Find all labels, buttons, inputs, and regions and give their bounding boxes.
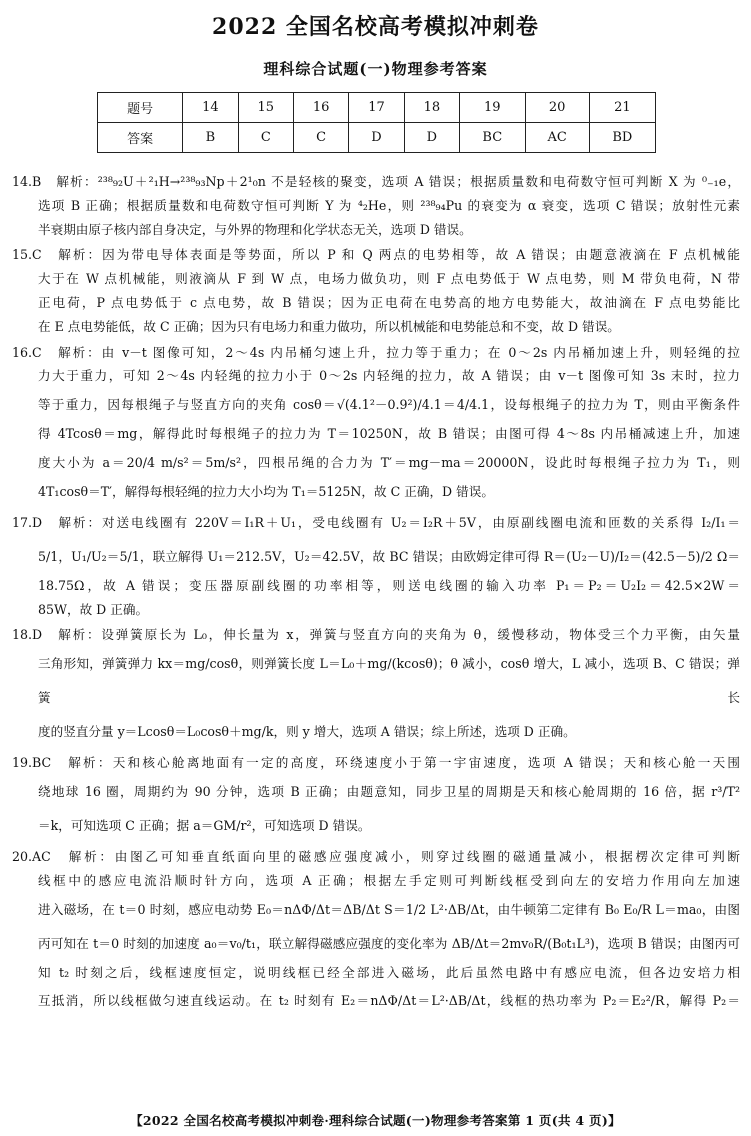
question-number: 15 [238,93,293,123]
document-subtitle: 理科综合试题(一)物理参考答案 [263,60,488,78]
answer-cell: BD [589,123,655,153]
answer-cell: D [404,123,459,153]
question-number: 19 [460,93,525,123]
solution-17 [12,506,740,622]
solution-line: 大于在 W 点机械能，则液滴从 F 到 W 点，电场力做负功，则 F 点电势低于 W 点电势，则 M 带负电荷，N 带 [38,271,740,287]
solution-line: 度的竖直分量 y＝Lcosθ＝L₀cosθ＋mg/k，则 y 增大，选项 A 错误；综上所述，选项 D 正确。 [38,724,576,740]
question-number: 17 [349,93,404,123]
solutions-body [12,170,740,1020]
solution-line: 20.AC 解析：由图乙可知垂直纸面向里的磁感应强度减小，则穿过线圈的磁通量减小，根据楞次定律可判断 [12,848,740,864]
solution-line: 丙可知在 t＝0 时刻的加速度 a₀＝v₀/t₁，联立解得磁感应强度的变化率为 ΔB/Δt＝2mv₀R/(B₀t₁L³)，选项 B 错误；由图丙可 [38,935,740,951]
question-number: 16 [293,93,348,123]
solution-line: 等于重力，因每根绳子与竖直方向的夹角 cosθ＝√(4.1²－0.9²)/4.1＝4/4.1，设每根绳子的拉力为 T，则由平衡条件 [38,397,740,413]
page-footer: 【2022 全国名校高考模拟冲刺卷·理科综合试题(一)物理参考答案第 1 页(共 4 页)】 [130,1113,621,1128]
solution-line: 知 t₂ 时刻之后，线框速度恒定，说明线框已经全部进入磁场，此后虽然电路中有感应电流，但各边安培力相 [38,964,740,980]
solution-line: 三角形知，弹簧弹力 kx＝mg/cosθ，则弹簧长度 L＝L₀＋mg/(kcosθ)；θ 减小，cosθ 增大，L 减小，选项 B、C 错误；弹簧长 [38,656,740,706]
answer-cell: AC [525,123,589,153]
solution-line: 绕地球 16 圈，周期约为 90 分钟，选项 B 正确；由题意知，同步卫星的周期是天和核心舱周期的 16 倍，据 r³/T² [38,783,740,799]
answer-cell: BC [460,123,525,153]
document-title: 2022 全国名校高考模拟冲刺卷 [212,14,539,40]
solution-line: 4T₁cosθ＝T′，解得每根轻绳的拉力大小均为 T₁＝5125N，故 C 正确，D 错误。 [38,483,494,499]
question-number: 14 [183,93,238,123]
answer-cell: B [183,123,238,153]
solution-14 [12,170,740,241]
solution-line: 16.C 解析：由 v－t 图像可知，2～4s 内吊桶匀速上升，拉力等于重力；在 0～2s 内吊桶加速上升，则轻绳的拉 [12,344,740,360]
solution-line: 18.75Ω，故 A 错误；变压器原副线圈的功率相等，则送电线圈的输入功率 P₁＝P₂＝U₂I₂＝42.5×2W＝ [38,577,740,593]
solution-line: 18.D 解析：设弹簧原长为 L₀，伸长量为 x，弹簧与竖直方向的夹角为 θ，缓慢移动，物体受三个力平衡，由矢量 [12,627,740,643]
answer-cell: C [238,123,293,153]
table-row-label: 答案 [98,123,183,153]
answer-cell: D [349,123,404,153]
solution-line: 19.BC 解析：天和核心舱离地面有一定的高度，环绕速度小于第一宇宙速度，选项 A 错误；天和核心舱一天围 [12,755,740,771]
solution-line: 半衰期由原子核内部自身决定，与外界的物理和化学状态无关，选项 D 错误。 [38,221,472,237]
solution-line: 15.C 解析：因为带电导体表面是等势面，所以 P 和 Q 两点的电势相等，故 A 错误；由题意液滴在 F 点机械能 [12,247,740,263]
answer-table-answer-row [98,123,656,153]
solution-15 [12,243,740,338]
solution-line: 5/1，U₁/U₂＝5/1，联立解得 U₁＝212.5V，U₂＝42.5V，故 BC 错误；由欧姆定律可得 R＝(U₂－U)/I₂＝(42.5－5)/2 Ω＝ [38,548,740,564]
solution-line: ＝k，可知选项 C 正确；据 a＝GM/r²，可知选项 D 错误。 [38,817,371,833]
answer-table [97,92,656,153]
solution-line: 度大小为 a＝20/4 m/s²＝5m/s²，四根吊绳的合力为 T′＝mg－ma＝20000N，设此时每根绳子拉力为 T₁，则 [38,454,740,470]
solution-line: 互抵消，所以线框做匀速直线运动。在 t₂ 时刻有 E₂＝nΔΦ/Δt＝L²·ΔB/Δt，线框的热功率为 P₂＝E₂²/R，解得 P₂＝ [38,993,740,1009]
solution-line: 14.B 解析：²³⁸₉₂U＋²₁H→²³⁸₉₃Np＋2¹₀n 不是轻核的聚变，选项 A 错误；根据质量数和电荷数守恒可判断 X 为 ⁰₋₁e， [12,174,740,189]
solution-line: 17.D 解析：对送电线圈有 220V＝I₁R＋U₁，受电线圈有 U₂＝I₂R＋5V，由原副线圈电流和匝数的关系得 I₂/I₁＝ [12,514,740,530]
solution-line: 在 E 点电势能低，故 C 正确；因为只有电场力和重力做功，所以机械能和电势能总和不变，故 D 错误。 [38,318,620,334]
question-number: 18 [404,93,459,123]
solution-line: 线框中的感应电流沿顺时针方向，选项 A 正确；根据左手定则可判断线框受到向左的安培力作用向左加速 [38,872,740,888]
table-row-label: 题号 [98,93,183,123]
answer-table-number-row [98,93,656,123]
solution-line: 得 4Tcosθ＝mg，解得此时每根绳子的拉力为 T＝10250N，故 B 错误；由图可得 4～8s 内吊桶减速上升，加速 [38,426,740,442]
solution-line: 85W，故 D 正确。 [38,601,149,617]
solution-16 [12,341,740,504]
solution-line: 正电荷，P 点电势低于 c 点电势，故 B 错误；因为正电荷在电势高的地方电势能大，故油滴在 F 点电势能比 [38,294,740,310]
question-number: 21 [589,93,655,123]
solution-line: 进入磁场，在 t＝0 时刻，感应电动势 E₀＝nΔΦ/Δt＝ΔB/Δt S＝1/2 L²·ΔB/Δt，由牛顿第二定律有 B₀ E₀/R L＝ma₀，由图 [38,901,740,917]
solution-line: 选项 B 正确；根据质量数和电荷数守恒可判断 Y 为 ⁴₂He，则 ²³⁸₉₄Pu 的衰变为 α 衰变，选项 C 错误；放射性元素 [38,197,740,213]
solution-line: 力大于重力，可知 2～4s 内轻绳的拉力小于 0～2s 内轻绳的拉力，故 A 错误；由 v－t 图像可知 3s 末时，拉力 [38,368,740,384]
solution-19 [12,751,740,843]
solution-20 [12,845,740,1018]
solution-18 [12,623,740,749]
answer-cell: C [293,123,348,153]
question-number: 20 [525,93,589,123]
